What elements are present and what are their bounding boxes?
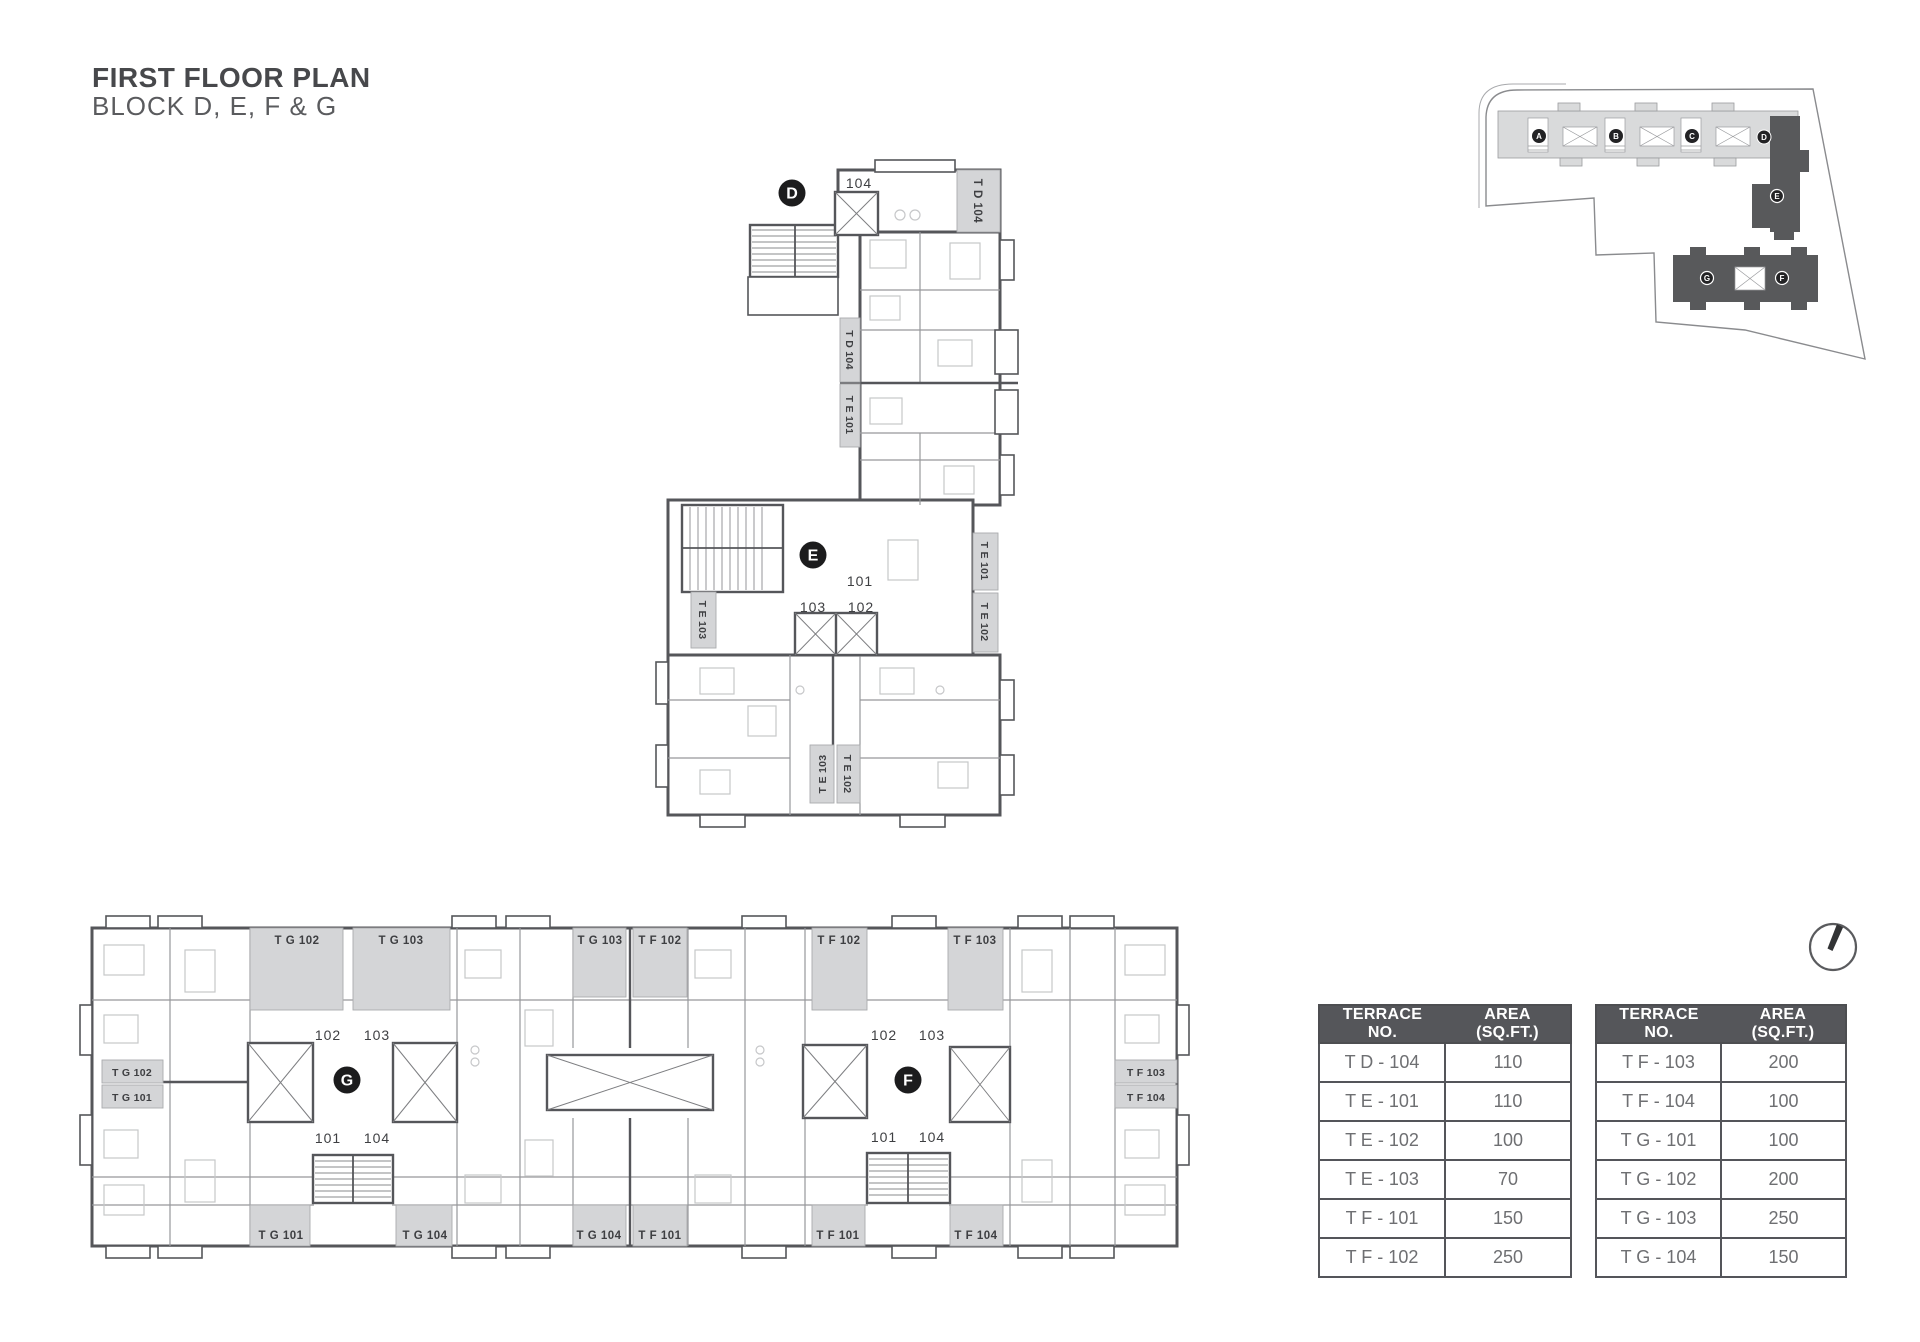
table1-header-area: AREA (SQ.FT.) (1445, 1005, 1571, 1043)
terrace-area-table-1 (1318, 1004, 1572, 1278)
page-title: FIRST FLOOR PLAN (92, 62, 371, 93)
svg-text:T G 102: T G 102 (111, 1067, 153, 1079)
key-block-de (1752, 116, 1809, 240)
room-number: 103 (918, 1027, 946, 1043)
svg-text:F: F (903, 1072, 913, 1090)
svg-text:T G 102: T G 102 (274, 935, 320, 947)
room-number: 104 (363, 1130, 391, 1146)
table-row: T F - 101 150 (1319, 1199, 1571, 1238)
table1-header-terrace: TERRACE NO. (1319, 1005, 1445, 1043)
svg-text:T F 102: T F 102 (817, 935, 861, 947)
table-row: T E - 102 100 (1319, 1121, 1571, 1160)
key-block-abc (1498, 103, 1798, 166)
table2-header-terrace: TERRACE NO. (1596, 1005, 1721, 1043)
svg-text:E: E (807, 547, 819, 565)
stairs-block-d (748, 225, 838, 315)
svg-text:T F 103: T F 103 (1126, 1067, 1166, 1079)
table-row: T E - 103 70 (1319, 1160, 1571, 1199)
svg-text:T F 101: T F 101 (816, 1230, 860, 1242)
svg-text:T F 104: T F 104 (954, 1230, 998, 1242)
north-arrow (1800, 915, 1870, 985)
table-row: T G - 104 150 (1596, 1238, 1846, 1277)
svg-text:E: E (1774, 192, 1780, 201)
room-number: 102 (870, 1027, 898, 1043)
svg-text:T E 101: T E 101 (843, 395, 855, 435)
svg-text:T G 101: T G 101 (111, 1092, 153, 1104)
svg-text:T E 103: T E 103 (696, 600, 708, 640)
room-number: 103 (799, 599, 827, 615)
svg-text:T E 102: T E 102 (978, 602, 990, 642)
sheet-title-block (92, 64, 371, 122)
svg-text:T G 103: T G 103 (378, 935, 424, 947)
svg-text:G: G (1703, 274, 1711, 283)
svg-text:T E 101: T E 101 (978, 541, 990, 581)
svg-text:T G 101: T G 101 (258, 1230, 304, 1242)
room-number: 101 (314, 1130, 342, 1146)
table-row: T F - 102 250 (1319, 1238, 1571, 1277)
svg-text:T E 102: T E 102 (841, 754, 853, 794)
table-row: T G - 102 200 (1596, 1160, 1846, 1199)
room-number: 102 (314, 1027, 342, 1043)
svg-text:T G 104: T G 104 (576, 1230, 622, 1242)
svg-text:T F 101: T F 101 (638, 1230, 682, 1242)
table-row: T F - 104 100 (1596, 1082, 1846, 1121)
svg-text:D: D (786, 185, 798, 203)
terrace-area-table-2 (1595, 1004, 1847, 1278)
table-row: T G - 103 250 (1596, 1199, 1846, 1238)
room-number: 102 (847, 599, 875, 615)
table-row: T G - 101 100 (1596, 1121, 1846, 1160)
page-subtitle: BLOCK D, E, F & G (92, 91, 338, 121)
svg-text:T D 104: T D 104 (843, 330, 855, 370)
key-block-gf (1673, 247, 1818, 310)
plan-block-de (645, 150, 1035, 840)
room-number: 103 (363, 1027, 391, 1043)
table-row: T D - 104 110 (1319, 1043, 1571, 1082)
table-row: T E - 101 110 (1319, 1082, 1571, 1121)
room-number: 104 (845, 175, 873, 191)
svg-text:T G 104: T G 104 (402, 1230, 448, 1242)
stairs-block-e (682, 505, 783, 592)
room-number: 104 (918, 1129, 946, 1145)
svg-text:D: D (1761, 133, 1767, 142)
svg-text:T F 102: T F 102 (638, 935, 682, 947)
table-row: T F - 103 200 (1596, 1043, 1846, 1082)
svg-text:T E 103: T E 103 (817, 754, 829, 794)
svg-text:F: F (1779, 274, 1785, 283)
svg-text:T G 103: T G 103 (577, 935, 623, 947)
room-number: 101 (870, 1129, 898, 1145)
svg-text:T D 104: T D 104 (971, 178, 983, 224)
svg-text:A: A (1536, 132, 1542, 141)
svg-text:B: B (1613, 132, 1619, 141)
svg-text:C: C (1689, 132, 1695, 141)
svg-text:G: G (340, 1072, 354, 1090)
plan-block-gf (70, 895, 1195, 1275)
elevator-block-d (835, 192, 878, 235)
svg-text:T F 103: T F 103 (953, 935, 997, 947)
north-arrow-needle (1828, 924, 1844, 951)
site-key-plan (1468, 76, 1880, 376)
room-number: 101 (846, 573, 874, 589)
svg-text:T F 104: T F 104 (1126, 1092, 1166, 1104)
table2-header-area: AREA (SQ.FT.) (1721, 1005, 1846, 1043)
central-duct (547, 1055, 713, 1110)
